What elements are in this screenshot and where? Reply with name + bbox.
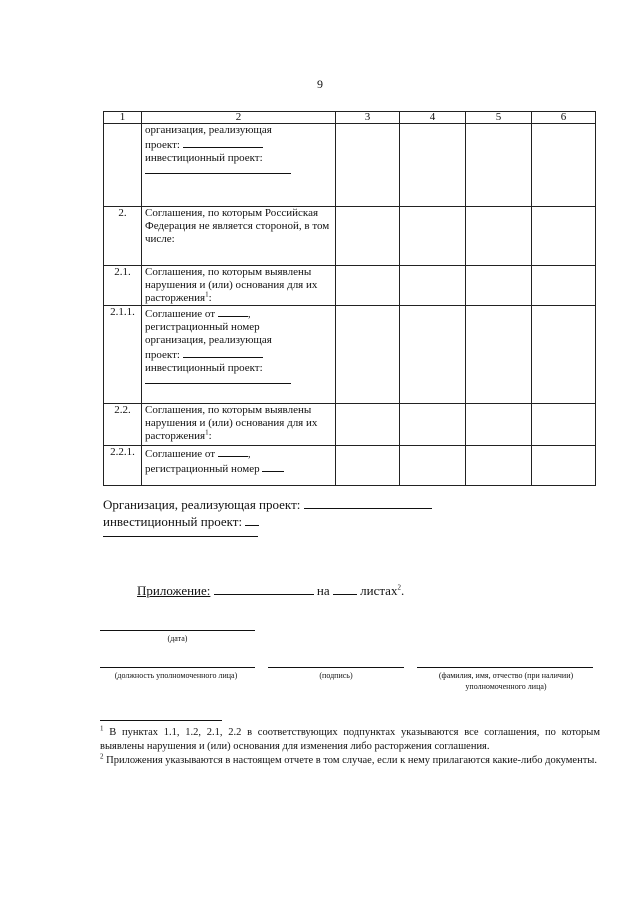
blank-field bbox=[333, 582, 357, 595]
row-line: Соглашение от bbox=[145, 448, 216, 460]
name-caption: (фамилия, имя, отчество (при наличии) уполномоченного лица) bbox=[438, 671, 574, 691]
header-cell: 5 bbox=[466, 112, 532, 124]
row-number-cell: 2.1.1. bbox=[104, 306, 142, 404]
blank-field bbox=[304, 496, 432, 509]
row-text-cell bbox=[142, 266, 336, 306]
colon: : bbox=[208, 292, 212, 304]
blank-field bbox=[245, 513, 259, 526]
position-line bbox=[100, 667, 255, 668]
colon: : bbox=[208, 430, 212, 442]
row-text-cell bbox=[142, 446, 336, 486]
row-text-cell bbox=[142, 306, 336, 404]
attachment-label: Приложение: bbox=[137, 583, 211, 598]
period: . bbox=[400, 583, 405, 598]
table-row bbox=[104, 124, 596, 207]
comma: , bbox=[247, 308, 251, 320]
signature-line bbox=[268, 667, 404, 668]
header-cell: 6 bbox=[532, 112, 596, 124]
footnote-mark: 1 bbox=[205, 290, 209, 299]
row-line: организация, реализующая bbox=[145, 124, 272, 136]
blank-field bbox=[145, 375, 291, 384]
org-label: Организация, реализующая проект: bbox=[103, 497, 301, 512]
footnote-1 bbox=[100, 726, 600, 754]
table-row bbox=[104, 266, 596, 306]
signature-caption: (подпись) bbox=[319, 671, 353, 680]
header-cell: 1 bbox=[104, 112, 142, 124]
row-number-cell: 2.2.1. bbox=[104, 446, 142, 486]
row-line: регистрационный номер bbox=[145, 321, 260, 333]
row-number-cell: 2. bbox=[104, 207, 142, 266]
blank-field bbox=[183, 347, 263, 358]
blank-field bbox=[218, 306, 248, 317]
row-text-cell bbox=[142, 404, 336, 446]
blank-field bbox=[183, 137, 263, 148]
footnotes bbox=[100, 726, 600, 768]
position-caption: (должность уполномоченного лица) bbox=[114, 671, 238, 680]
footnote-text: Приложения указываются в настоящем отчете в том случае, если к нему прилагаются какие-либо документы. bbox=[103, 755, 597, 766]
date-line bbox=[100, 630, 255, 631]
table-row bbox=[104, 207, 596, 266]
header-cell: 2 bbox=[142, 112, 336, 124]
blank-field bbox=[218, 446, 248, 457]
row-number-cell bbox=[104, 124, 142, 207]
name-line bbox=[417, 667, 593, 668]
row-line: регистрационный номер bbox=[145, 463, 260, 475]
row-line: инвестиционный проект: bbox=[145, 362, 263, 374]
investment-project-label: инвестиционный проект: bbox=[103, 514, 243, 529]
row-text-cell bbox=[142, 124, 336, 207]
footnote-mark: 2 bbox=[100, 752, 104, 761]
row-line: инвестиционный проект: bbox=[145, 152, 263, 164]
table-row bbox=[104, 404, 596, 446]
footnote-mark: 2 bbox=[397, 583, 401, 592]
footnote-2 bbox=[100, 754, 600, 768]
footnote-text: В пунктах 1.1, 1.2, 2.1, 2.2 в соответствующих подпунктах указываются все соглашения, по которым выявлены нарушения и (или) основания для изменения либо расторжения соглашения. bbox=[100, 727, 600, 752]
row-line: Соглашения, по которым выявлены нарушения и (или) основания для их расторжения bbox=[145, 266, 318, 304]
footnote-mark: 1 bbox=[100, 724, 104, 733]
row-text-cell: Соглашения, по которым Российская Федерация не является стороной, в том числе: bbox=[142, 207, 336, 266]
table-header-row bbox=[104, 112, 596, 124]
row-line: Соглашения, по которым выявлены нарушения и (или) основания для их расторжения bbox=[145, 404, 318, 442]
row-number-cell: 2.1. bbox=[104, 266, 142, 306]
attachment-on: на bbox=[316, 583, 330, 598]
table-row bbox=[104, 446, 596, 486]
row-line: проект: bbox=[145, 349, 180, 361]
blank-field bbox=[145, 165, 291, 174]
header-cell: 3 bbox=[336, 112, 400, 124]
row-line: Соглашение от bbox=[145, 308, 216, 320]
date-caption: (дата) bbox=[167, 634, 188, 643]
blank-field bbox=[103, 530, 258, 537]
footnote-separator bbox=[100, 720, 222, 721]
table-row bbox=[104, 306, 596, 404]
blank-field bbox=[262, 461, 284, 472]
agreements-table bbox=[103, 111, 596, 486]
row-line: организация, реализующая bbox=[145, 334, 272, 346]
attachment-sheets: листах bbox=[360, 583, 398, 598]
row-number-cell: 2.2. bbox=[104, 404, 142, 446]
footnote-mark: 1 bbox=[205, 428, 209, 437]
page-number: 9 bbox=[317, 77, 323, 91]
comma: , bbox=[247, 448, 251, 460]
organization-block bbox=[103, 496, 432, 537]
blank-field bbox=[214, 582, 314, 595]
attachment-line bbox=[137, 582, 404, 599]
header-cell: 4 bbox=[400, 112, 466, 124]
row-line: проект: bbox=[145, 139, 180, 151]
